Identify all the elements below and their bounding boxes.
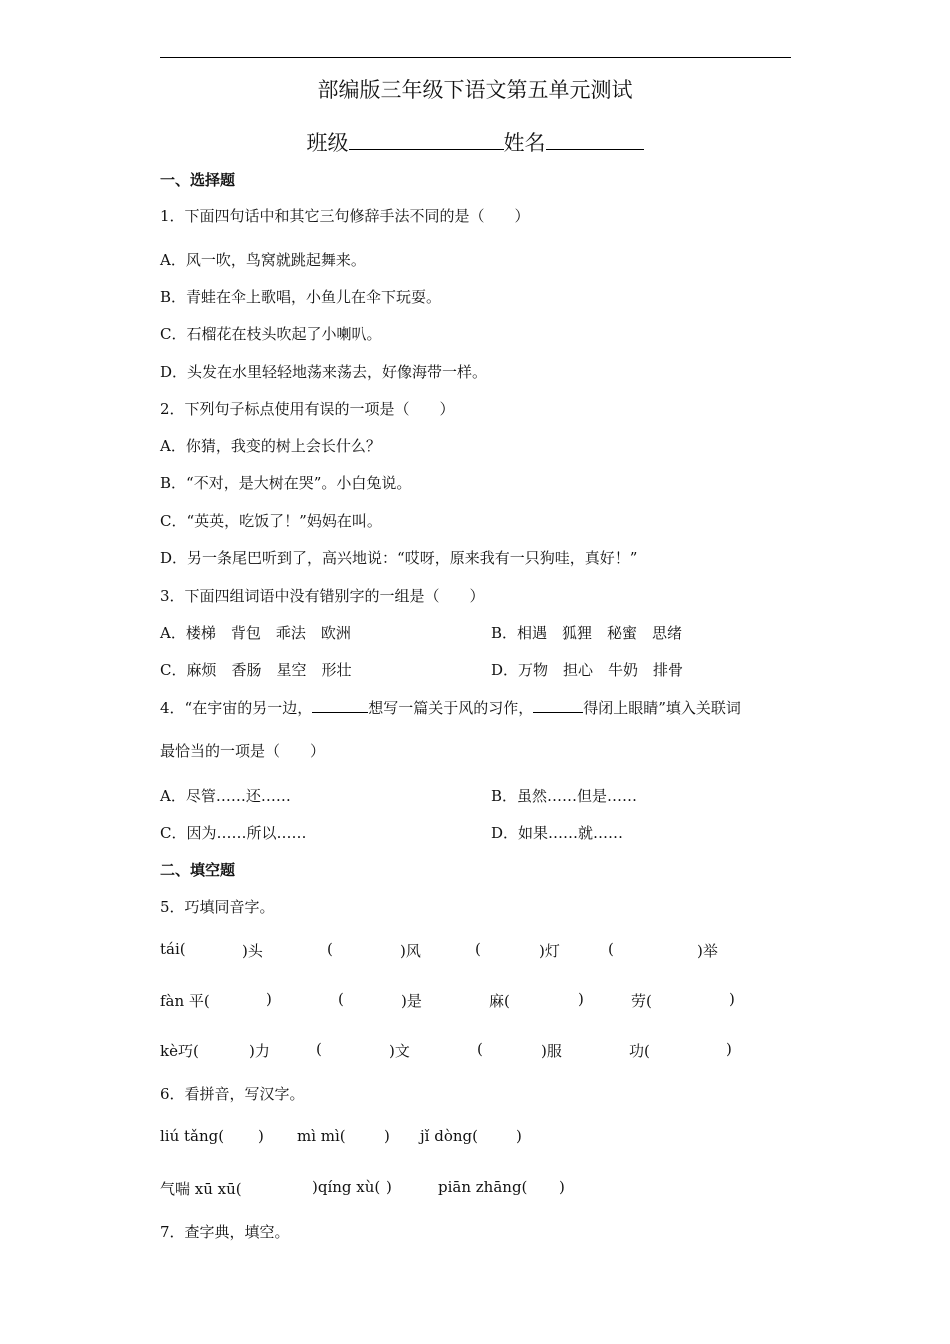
q2-option-a[interactable]: A．你猜，我变的树上会长什么？ [160,437,381,455]
q5-r2-t6: 劳( [631,992,652,1010]
q1-option-c[interactable]: C．石榴花在枝头吹起了小喇叭。 [160,325,382,343]
q5-r1-t6: ( [608,940,614,958]
section-heading-choice: 一、选择题 [160,171,236,189]
q5-r3-t2: ( [316,1040,322,1058]
q5-r1-t2: ( [327,940,333,958]
q4-stem-part3: 得闭上眼睛”填入关联词 [583,699,741,717]
q4-option-c[interactable]: C．因为……所以…… [160,824,307,842]
q3-option-d[interactable]: D．万物 担心 牛奶 排骨 [491,661,684,679]
q1-stem: 1．下面四句话中和其它三句修辞手法不同的是（ ） [160,207,530,225]
name-label: 姓名 [503,131,546,155]
q5-r3-t5: )服 [541,1042,562,1060]
q1-option-a[interactable]: A．风一吹，鸟窝就跳起舞来。 [160,251,366,269]
q5-stem: 5．巧填同音字。 [160,898,275,916]
q5-r1-t7: )举 [697,942,718,960]
q2-option-d[interactable]: D．另一条尾巴听到了，高兴地说：“哎呀，原来我有一只狗哇，真好！” [160,549,638,567]
q4-stem-part1: 4．“在宇宙的另一边， [160,699,313,717]
q3-option-c[interactable]: C．麻烦 香肠 星空 形壮 [160,661,352,679]
q7-stem: 7．查字典，填空。 [160,1223,290,1241]
q5-r2-t3: )是 [401,992,422,1010]
class-label: 班级 [306,131,349,155]
q4-blank-1[interactable] [312,698,368,713]
q5-r3-t4: ( [477,1040,483,1058]
q5-r1-t5: )灯 [539,942,560,960]
q6-r2-t0: 气喘 xū xū( [160,1180,242,1198]
q1-option-b[interactable]: B．青蛙在伞上歌唱，小鱼儿在伞下玩耍。 [160,288,442,306]
q5-r2-t1: ) [266,990,272,1008]
q6-r1-t2: mì mì( [297,1127,346,1145]
q6-r2-t1: )qíng xù( [312,1178,381,1196]
q6-r1-t3: ) [384,1127,390,1145]
q1-option-d[interactable]: D．头发在水里轻轻地荡来荡去，好像海带一样。 [160,363,488,381]
top-rule [160,57,791,58]
q5-r2-t2: ( [338,990,344,1008]
page-title: 部编版三年级下语文第五单元测试 [317,78,633,102]
q6-r1-t1: ) [258,1127,264,1145]
q3-stem: 3．下面四组词语中没有错别字的一组是（ ） [160,587,485,605]
q2-option-b[interactable]: B．“不对，是大树在哭”。小白兔说。 [160,474,412,492]
q5-r2-t7: ) [729,990,735,1008]
q4-stem-line2: 最恰当的一项是（ ） [160,742,326,760]
q5-r3-t6: 功( [629,1042,650,1060]
q6-r2-t4: ) [559,1178,565,1196]
q5-r3-t7: ) [726,1040,732,1058]
class-blank[interactable] [349,131,504,150]
q2-stem: 2．下列句子标点使用有误的一项是（ ） [160,400,455,418]
q3-option-b[interactable]: B．相遇 狐狸 秘蜜 思绪 [491,624,683,642]
q6-stem: 6．看拼音，写汉字。 [160,1085,305,1103]
q2-option-c[interactable]: C．“英英，吃饭了！”妈妈在叫。 [160,512,382,530]
q4-stem-part2: 想写一篇关于风的习作， [368,699,534,717]
section-heading-fill: 二、填空题 [160,861,236,879]
q6-r2-t3: piān zhāng( [438,1178,528,1196]
q4-option-a[interactable]: A．尽管……还…… [160,787,291,805]
q5-r3-t0: kè巧( [160,1042,199,1060]
q5-r1-t4: ( [475,940,481,958]
q5-r1-t1: )头 [242,942,263,960]
q3-option-a[interactable]: A．楼梯 背包 乖法 欧洲 [160,624,351,642]
q4-blank-2[interactable] [533,698,583,713]
q5-r1-t3: )风 [400,942,421,960]
q6-r2-t2: ) [386,1178,392,1196]
q6-r1-t5: ) [516,1127,522,1145]
q5-r1-t0: tái( [160,940,186,958]
q5-r3-t3: )文 [389,1042,410,1060]
q5-r3-t1: )力 [249,1042,270,1060]
q4-option-d[interactable]: D．如果……就…… [491,824,624,842]
q4-stem [160,697,741,718]
q5-r2-t5: ) [578,990,584,1008]
q5-r2-t0: fàn 平( [160,992,210,1010]
name-blank[interactable] [546,131,644,150]
q4-option-b[interactable]: B．虽然……但是…… [491,787,638,805]
q6-r1-t0: liú tǎng( [160,1127,225,1145]
q6-r1-t4: jǐ dòng( [420,1127,478,1145]
class-name-line [0,127,950,157]
q5-r2-t4: 麻( [489,992,510,1010]
